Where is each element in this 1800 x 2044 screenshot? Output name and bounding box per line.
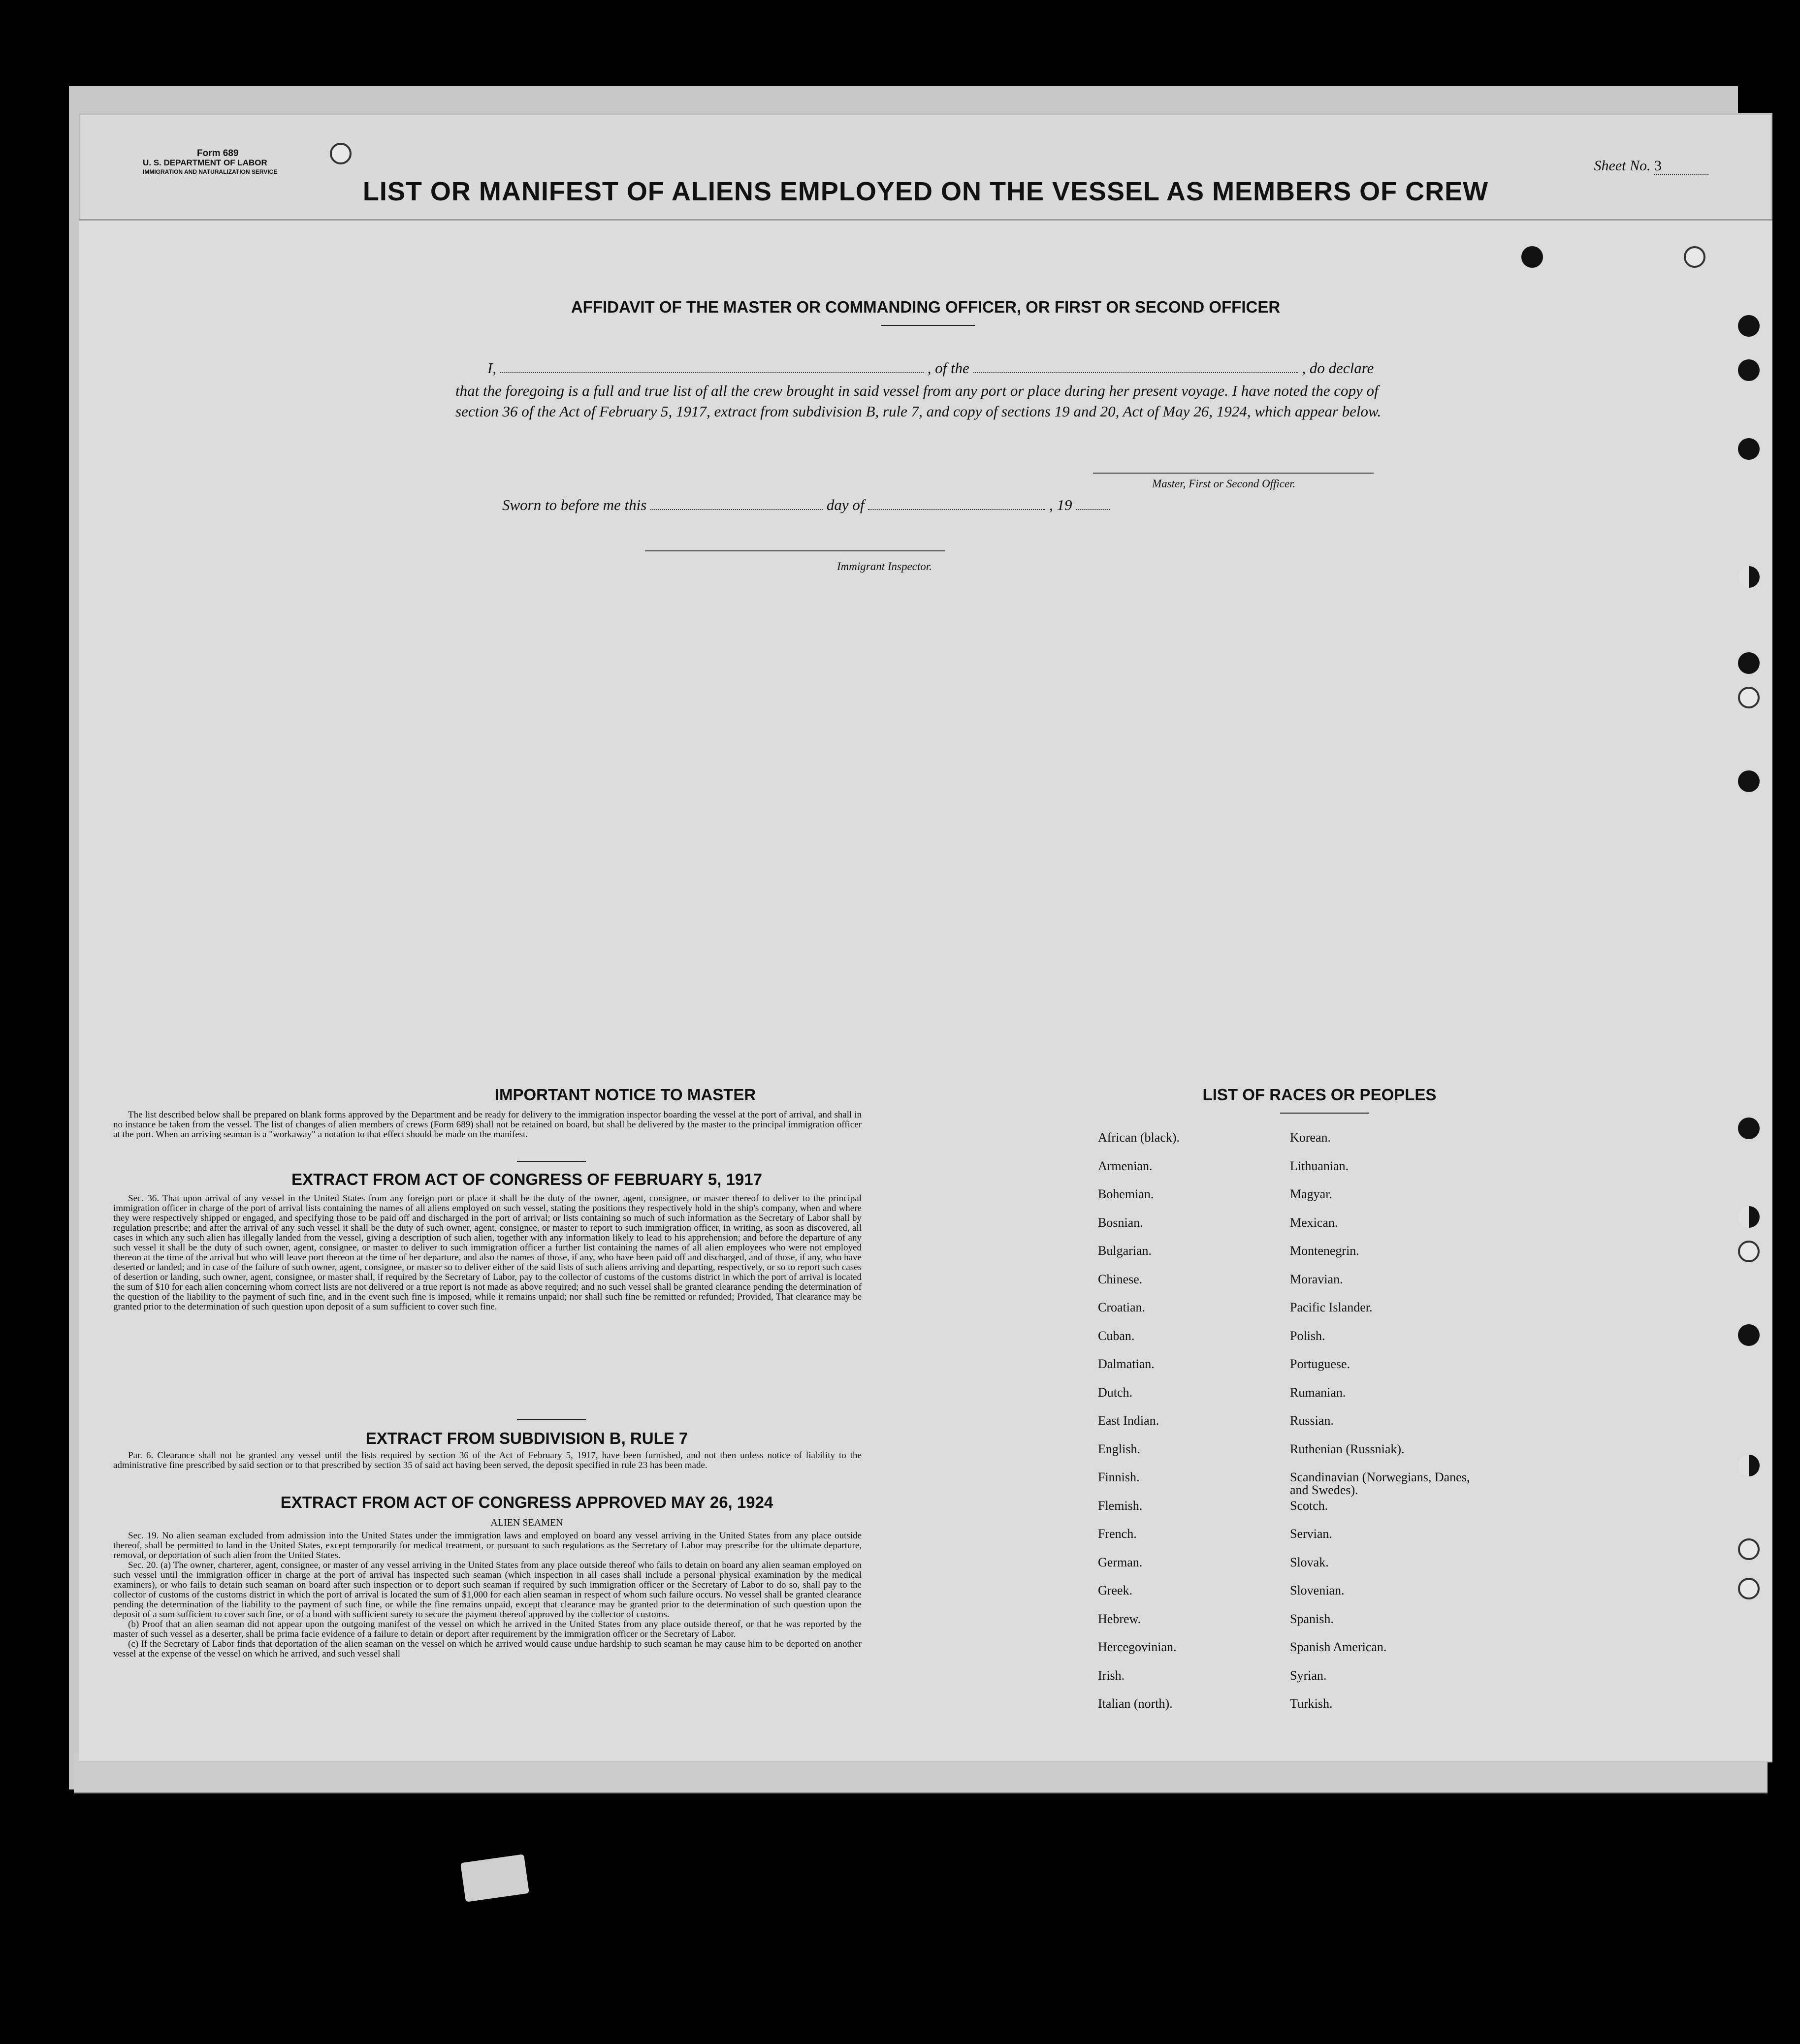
- affidavit-i: I,: [487, 359, 497, 377]
- extract-1917-divider: [517, 1419, 586, 1420]
- inner-sheet: [79, 219, 1772, 1761]
- race-item: Syrian.: [1290, 1668, 1327, 1683]
- sheet-value: 3: [1654, 158, 1708, 175]
- races-divider: [1280, 1113, 1369, 1114]
- punch-hole: [1738, 1241, 1760, 1262]
- race-item: Bohemian.: [1098, 1187, 1154, 1201]
- race-item: English.: [1098, 1441, 1140, 1456]
- race-item: Magyar.: [1290, 1187, 1332, 1201]
- punch-hole: [1738, 438, 1760, 460]
- notice-title: IMPORTANT NOTICE TO MASTER: [494, 1086, 756, 1104]
- race-item: Hebrew.: [1098, 1611, 1141, 1626]
- race-item: Dalmatian.: [1098, 1357, 1155, 1371]
- race-item: East Indian.: [1098, 1413, 1159, 1428]
- inspector-signature-label: Immigrant Inspector.: [837, 560, 932, 573]
- race-item: Chinese.: [1098, 1272, 1143, 1286]
- race-item: Moravian.: [1290, 1272, 1343, 1286]
- day-of-label: day of: [826, 496, 865, 513]
- race-item: Portuguese.: [1290, 1357, 1350, 1371]
- affidavit-body: that the foregoing is a full and true list of all the crew brought in said vessel from any port or place during her present voyage. I have noted the copy of section 36 of the Act of February 5, 1917, extract from subdivision B, rule 7, and copy of sections 19 and 20, Act of May 26, 1924, which appear below.: [455, 382, 1382, 420]
- affidavit-divider: [881, 325, 975, 326]
- service-name: IMMIGRATION AND NATURALIZATION SERVICE: [143, 168, 278, 175]
- race-item: Spanish.: [1290, 1611, 1334, 1626]
- race-item: Turkish.: [1290, 1696, 1333, 1711]
- race-item: Italian (north).: [1098, 1696, 1173, 1711]
- extract-1924-text: [113, 1531, 862, 1753]
- race-item: Montenegrin.: [1290, 1244, 1359, 1258]
- punch-hole: [1738, 652, 1760, 674]
- race-item: Pacific Islander.: [1290, 1300, 1373, 1314]
- race-item: Spanish American.: [1290, 1640, 1387, 1654]
- sworn-label: Sworn to before me this: [502, 496, 647, 513]
- race-item: Croatian.: [1098, 1300, 1146, 1314]
- section-20c: (c) If the Secretary of Labor finds that deportation of the alien seaman on the vessel on which he arrived would cause undue hardship to such seaman he may cause him to be deported on another vessel at the expense of the vessel on which he arrived, and such vessel shall: [113, 1639, 862, 1659]
- punch-hole: [1738, 1206, 1760, 1228]
- race-item: Lithuanian.: [1290, 1158, 1349, 1173]
- master-signature-label: Master, First or Second Officer.: [1152, 478, 1296, 490]
- race-item: Polish.: [1290, 1328, 1325, 1343]
- paper-scrap: [460, 1854, 529, 1902]
- section-36: Sec. 36. That upon arrival of any vessel in the United States from any foreign port or place it shall be the duty of the owner, agent, consignee, or master thereof to deliver to the principal immigration officer in charge of the port of arrival lists containing the names of all aliens employed on such vessel, stating the positions they respectively hold in the ship's company, when and where they were respectively shipped or engaged, and specifying those to be paid off and discharged in the port of arrival; or lists containing so much of such information as the Secretary of Labor shall by regulation prescribe; and after the arrival of any such vessel it shall be the duty of such owner, agent, consignee, or master to report to such immigration officer, in writing, as soon as discovered, all cases in which any such alien has illegally landed from the vessel, giving a description of such alien, together with any information likely to lead to his apprehension; and before the departure of any such vessel it shall be the duty of such owner, agent, consignee, or master to deliver to such immigration officer a further list containing the names of all alien employees who were not employed thereon at the time of the arrival but who will leave port thereon at the time of her departure, and also the names of those, if any, who have been paid off and discharged, and of those, if any, who have deserted or landed; and in case of the failure of such owner, agent, consignee, or master so to deliver either of the said lists of such aliens arriving and departing, respectively, or so to report such cases of desertion or landing, such owner, agent, consignee, or master shall, if required by the Secretary of Labor, pay to the collector of customs of the customs district in which the port of arrival is located the sum of $10 for each alien concerning whom correct lists are not delivered or a true report is not made as above required; and no such vessel shall be granted clearance pending the determination of the question of the liability to the payment of such fine, and in the event such fine is imposed, while it remains unpaid; nor shall such fine be remitted or refunded; Provided, That clearance may be granted prior to the determination of such question upon deposit of a sum sufficient to cover such fine.: [113, 1193, 862, 1312]
- punch-hole: [1738, 1455, 1760, 1476]
- sworn-line: [502, 496, 1110, 514]
- punch-hole: [1738, 770, 1760, 792]
- affidavit-declare: , do declare: [1302, 359, 1374, 377]
- affidavit-of-the: , of the: [927, 359, 969, 377]
- races-column-2: [1290, 1131, 1487, 1726]
- race-item: Dutch.: [1098, 1385, 1133, 1400]
- races-column-1: [1098, 1131, 1295, 1726]
- sworn-year-blank: [1076, 497, 1110, 510]
- notice-divider: [517, 1161, 586, 1162]
- notice-paragraph: The list described below shall be prepared on blank forms approved by the Department and be ready for delivery to the immigration inspector boarding the vessel at the port of arrival, and shall in no instance be taken from the vessel. The list of changes of alien members of crews (Form 689) shall not be retained on board, but shall be delivered by the master to the principal immigration officer at the port. When an arriving seaman is a "workaway" a notation to that effect should be made on the manifest.: [113, 1110, 862, 1140]
- punch-hole: [1684, 246, 1705, 268]
- race-item: Korean.: [1290, 1130, 1331, 1145]
- race-item: Bosnian.: [1098, 1215, 1143, 1230]
- punch-hole: [330, 143, 352, 164]
- race-item: Slovenian.: [1290, 1583, 1345, 1597]
- manifest-sheet: [79, 113, 1772, 1762]
- race-item: Greek.: [1098, 1583, 1133, 1597]
- section-19: Sec. 19. No alien seaman excluded from admission into the United States under the immigration laws and employed on board any vessel arriving in the United States from any place outside thereof, shall be permitted to land in the United States, except temporarily for medical treatment, or pursuant to such regulations as the Secretary of Labor may prescribe for the ultimate departure, removal, or deportation of such alien from the United States.: [113, 1531, 862, 1561]
- extract-1917-text: [113, 1194, 862, 1312]
- inspector-signature-line: [645, 550, 945, 551]
- race-item: Scandinavian (Norwegians, Danes, and Swedes).: [1290, 1470, 1470, 1497]
- race-item: Flemish.: [1098, 1498, 1143, 1513]
- race-item: French.: [1098, 1527, 1137, 1541]
- race-item: African (black).: [1098, 1130, 1180, 1145]
- punch-hole: [1738, 1118, 1760, 1139]
- extract-1924-title: EXTRACT FROM ACT OF CONGRESS APPROVED MAY 26, 1924: [280, 1493, 773, 1511]
- sheet-label: Sheet No.: [1594, 158, 1651, 174]
- punch-hole: [1738, 1324, 1760, 1346]
- affidavit-title: AFFIDAVIT OF THE MASTER OR COMMANDING OFFICER, OR FIRST OR SECOND OFFICER: [571, 298, 1281, 316]
- race-item: Russian.: [1290, 1413, 1334, 1428]
- punch-hole: [1738, 1578, 1760, 1599]
- punch-hole: [1521, 246, 1543, 268]
- races-title: LIST OF RACES OR PEOPLES: [1202, 1086, 1437, 1104]
- punch-hole: [1738, 1538, 1760, 1560]
- punch-hole: [1738, 359, 1760, 381]
- race-item: Slovak.: [1290, 1555, 1329, 1569]
- race-item: Servian.: [1290, 1527, 1332, 1541]
- race-item: Mexican.: [1290, 1215, 1338, 1230]
- section-20a: Sec. 20. (a) The owner, charterer, agent, consignee, or master of any vessel arriving in the United States from any place outside thereof who fails to detain on board any alien seaman employed on such vessel until the immigration officer in charge at the port of arrival has inspected such seaman (which inspection in all cases shall include a personal physical examination by the medical examiners), or who fails to detain such seaman on board after such inspection or to deport such seaman if required by such immigration officer or the Secretary of Labor to do so, shall pay to the collector of customs of the customs district in which the port of arrival is located the sum of $1,000 for each alien seaman in respect of whom such failure occurs. No vessel shall be granted clearance pending the determination of the liability to the payment of such fine, or while the fine remains unpaid, except that clearance may be granted prior to the determination of such question upon the deposit of a sum sufficient to cover such fine, or of a bond with sufficient surety to secure the payment thereof approved by the collector of customs.: [113, 1560, 862, 1620]
- affidavit-first-line: [487, 359, 1374, 377]
- rule-7-title: EXTRACT FROM SUBDIVISION B, RULE 7: [365, 1429, 688, 1447]
- vessel-blank: [973, 360, 1298, 373]
- notice-text: [113, 1110, 862, 1140]
- section-20b: (b) Proof that an alien seaman did not appear upon the outgoing manifest of the vessel on which he arrived in the United States from any place outside thereof, or that he was reported by the master of such vessel as a deserter, shall be prima facie evidence of a failure to detain or deport after requirement by the immigration officer or the Secretary of Labor.: [113, 1619, 862, 1639]
- race-item: Cuban.: [1098, 1328, 1135, 1343]
- race-item: Armenian.: [1098, 1158, 1153, 1173]
- extract-1917-title: EXTRACT FROM ACT OF CONGRESS OF FEBRUARY 5, 1917: [291, 1170, 762, 1188]
- race-item: Bulgarian.: [1098, 1244, 1152, 1258]
- sheet-number: [1594, 158, 1708, 175]
- form-number: Form 689: [197, 148, 239, 159]
- department-name: U. S. DEPARTMENT OF LABOR: [143, 158, 267, 167]
- punch-hole: [1738, 315, 1760, 337]
- alien-seamen-subtitle: ALIEN SEAMEN: [490, 1517, 563, 1528]
- paragraph-6: Par. 6. Clearance shall not be granted any vessel until the lists required by section 36 of the Act of February 5, 1917, have been furnished, and not then unless notice of liability to the administrative fine prescribed by said section or to that prescribed by section 35 of said act having been served, the deposit specified in rule 23 has been made.: [113, 1450, 862, 1470]
- rule-7-text: [113, 1451, 862, 1470]
- race-item: German.: [1098, 1555, 1143, 1569]
- year-label: , 19: [1049, 496, 1072, 513]
- race-item: Hercegovinian.: [1098, 1640, 1177, 1654]
- page-title: LIST OR MANIFEST OF ALIENS EMPLOYED ON THE VESSEL AS MEMBERS OF CREW: [362, 177, 1489, 206]
- name-blank: [500, 360, 924, 373]
- race-item: Finnish.: [1098, 1470, 1140, 1484]
- form-header: [143, 149, 277, 177]
- punch-hole: [1738, 687, 1760, 708]
- race-item: Irish.: [1098, 1668, 1125, 1683]
- race-item: Ruthenian (Russniak).: [1290, 1441, 1405, 1456]
- sworn-month-blank: [868, 497, 1045, 510]
- race-item: Scotch.: [1290, 1498, 1328, 1513]
- race-item: Rumanian.: [1290, 1385, 1346, 1400]
- sworn-day-blank: [650, 497, 823, 510]
- master-signature-line: [1093, 473, 1374, 474]
- punch-hole: [1738, 566, 1760, 588]
